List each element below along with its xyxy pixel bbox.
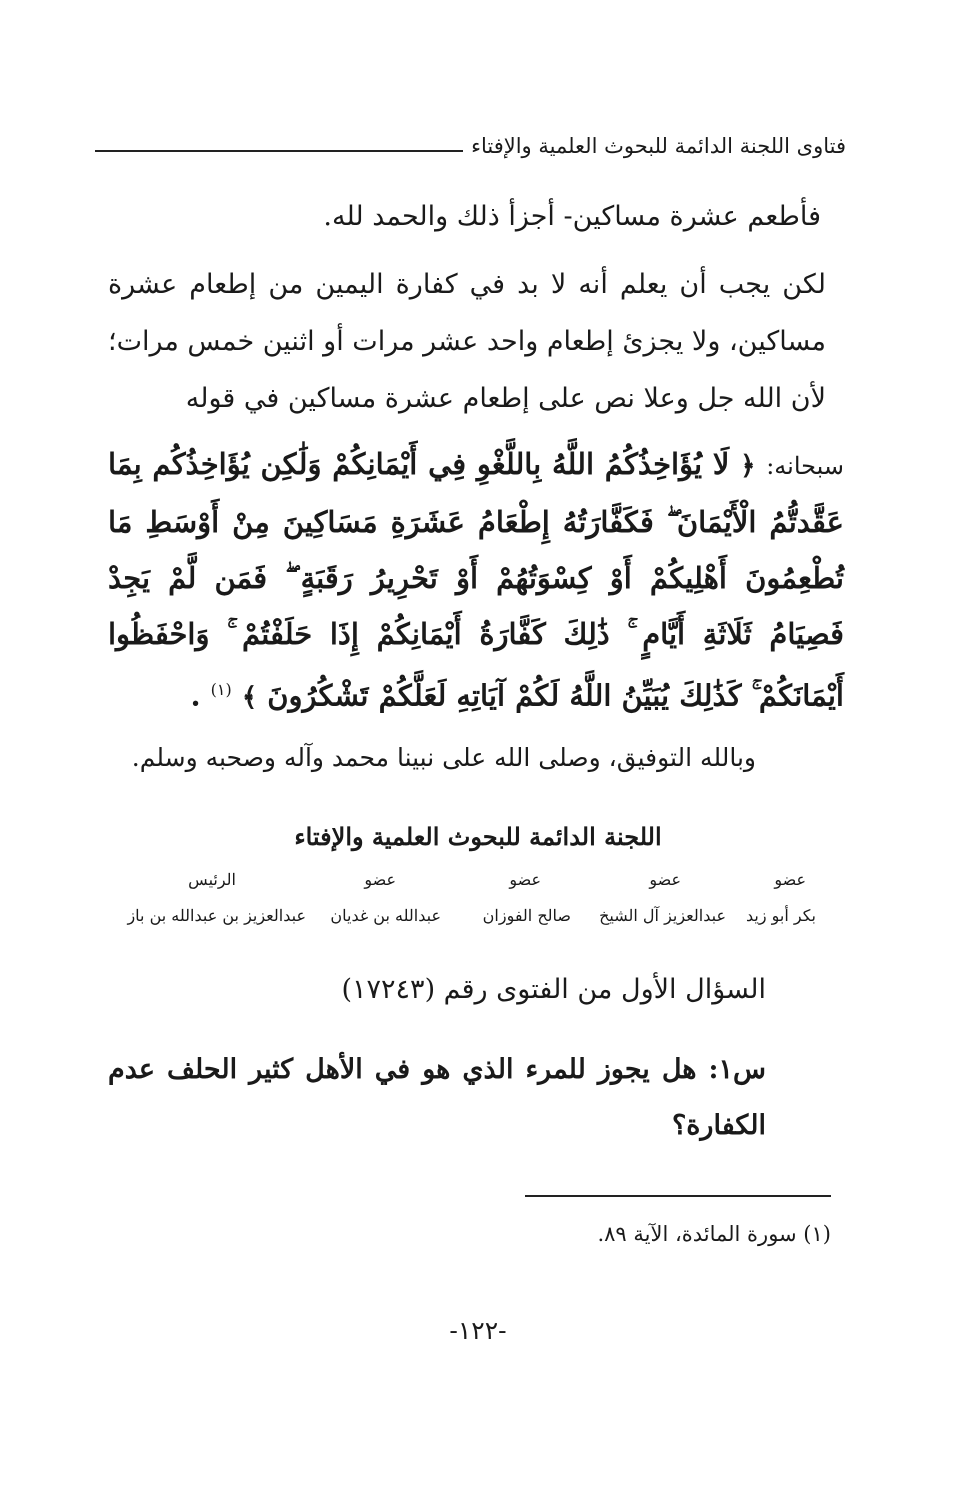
- signatory-role: عضو: [649, 870, 681, 889]
- paragraph-2: لكن يجب أن يعلم أنه لا بد في كفارة اليمين من إطعام عشرة مساكين، ولا يجزئ إطعام واحد عشر مرات أو اثنين خمس مرات؛ لأن الله جل وعلا نص على إطعام عشرة مساكين في قوله: [107, 269, 826, 414]
- signatory-name: صالح الفوزان: [482, 906, 571, 925]
- quran-text: لَا يُؤَاخِذُكُمُ اللَّهُ بِاللَّغْوِ فِي أَيْمَانِكُمْ وَلَٰكِن يُؤَاخِذُكُم بِمَا عَقَّدتُّمُ الْأَيْمَانَ ۖ فَكَفَّارَتُهُ إِطْعَامُ عَشَرَةِ مَسَاكِينَ مِنْ أَوْسَطِ مَا تُطْعِمُونَ أَهْلِيكُمْ أَوْ كِسْوَتُهُمْ أَوْ تَحْرِيرُ رَقَبَةٍ ۖ فَمَن لَّمْ يَجِدْ فَصِيَامُ ثَلَاثَةِ أَيَّامٍ ۚ ذَٰلِكَ كَفَّارَةُ أَيْمَانِكُمْ إِذَا حَلَفْتُمْ ۚ وَاحْفَظُوا أَيْمَانَكُمْ ۚ كَذَٰلِكَ يُبَيِّنُ اللَّهُ لَكُمْ آيَاتِهِ لَعَلَّكُمْ تَشْكُرُونَ: [108, 447, 844, 713]
- quran-lead: سبحانه:: [766, 452, 844, 480]
- signatory-name: عبدالله بن غديان: [330, 906, 441, 925]
- footnote: (١) سورة المائدة، الآية ٨٩.: [597, 1222, 831, 1246]
- signatories: [118, 870, 816, 940]
- page-number: -١٢٢-: [449, 1316, 507, 1345]
- signatory-name: عبدالعزيز بن عبدالله بن باز: [127, 906, 306, 925]
- quran-open-bracket: ﴿: [740, 451, 756, 481]
- closing-line: وبالله التوفيق، وصلى الله على نبينا محمد وآله وصحبه وسلم.: [131, 743, 756, 772]
- signatory-name: عبدالعزيز آل الشيخ: [599, 906, 726, 925]
- quran-close-bracket: ﴾: [241, 682, 258, 713]
- question-text: هل يجوز للمرء الذي هو في الأهل كثير الحلف عدم الكفارة؟: [108, 1054, 766, 1141]
- signatory-name: بكر أبو زيد: [745, 906, 816, 925]
- quran-verse-block: [108, 436, 844, 726]
- running-header: [95, 130, 846, 162]
- question-heading: السؤال الأول من الفتوى رقم (١٧٢٤٣): [341, 974, 766, 1005]
- footnote-reference: (١): [210, 680, 232, 699]
- quran-end-period: .: [190, 678, 201, 713]
- question-label: س١:: [708, 1054, 766, 1085]
- signatory-role: عضو: [774, 870, 806, 889]
- committee-title: اللجنة الدائمة للبحوث العلمية والإفتاء: [294, 822, 662, 851]
- signatory-role: عضو: [509, 870, 541, 889]
- signatory-role: عضو: [364, 870, 396, 889]
- running-header-title: فتاوى اللجنة الدائمة للبحوث العلمية والإفتاء: [471, 134, 846, 158]
- paragraph-1: فأطعم عشرة مساكين- أجزأ ذلك والحمد لله.: [323, 201, 821, 232]
- signatory-role: الرئيس: [188, 870, 236, 889]
- footnote-rule: [525, 1195, 831, 1197]
- header-rule: [95, 150, 463, 152]
- question-block: [108, 1042, 766, 1154]
